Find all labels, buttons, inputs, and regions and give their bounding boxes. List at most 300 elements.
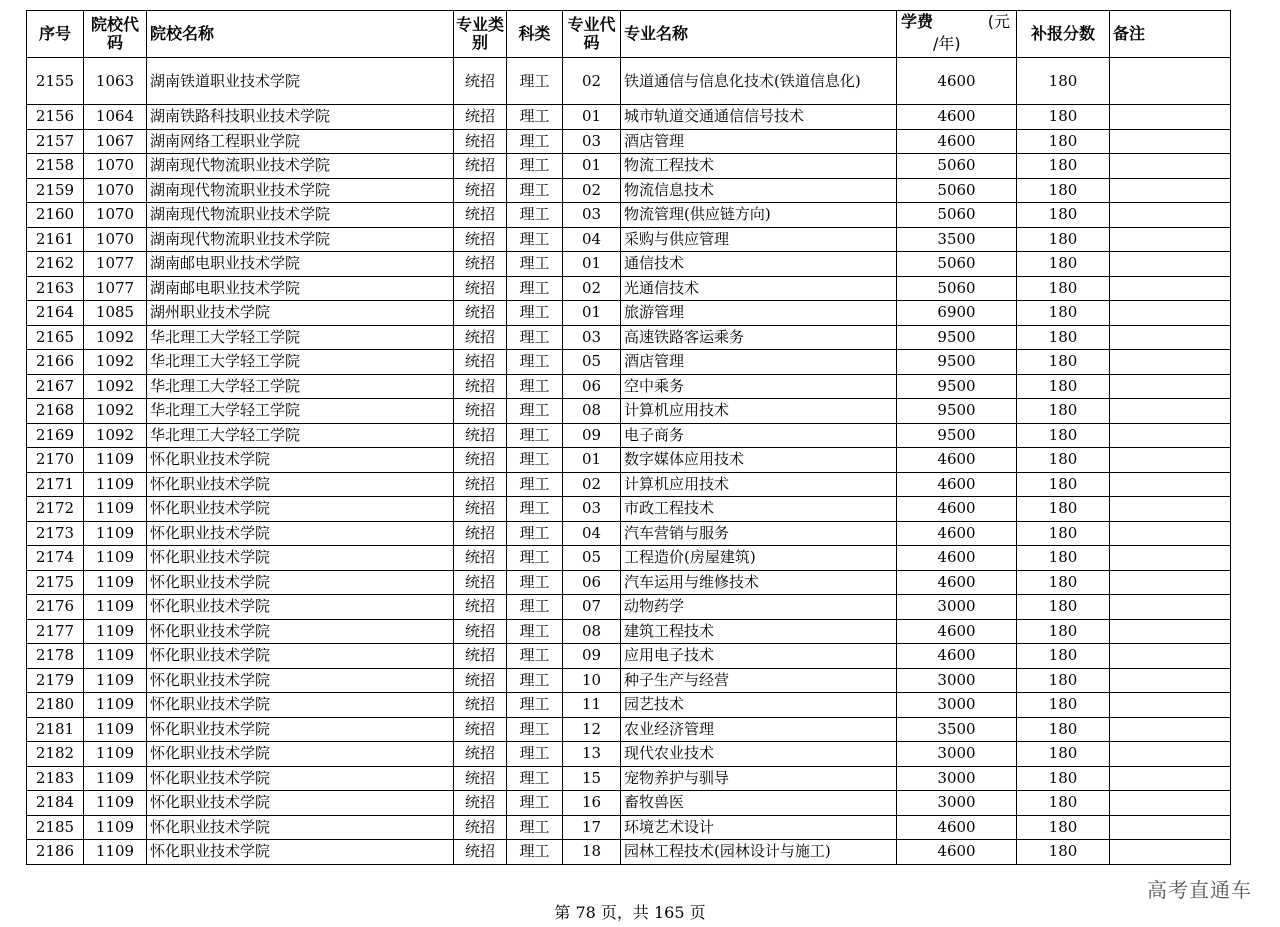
cell-major-type: 统招	[454, 325, 507, 350]
cell-major-name: 物流信息技术	[621, 178, 897, 203]
cell-school-name: 华北理工大学轻工学院	[147, 350, 454, 375]
cell-school-code: 1109	[84, 595, 147, 620]
cell-major-type: 统招	[454, 521, 507, 546]
table-row	[27, 374, 1231, 399]
header-score: 补报分数	[1017, 11, 1110, 58]
cell-school-code: 1064	[84, 105, 147, 130]
cell-major-name: 汽车运用与维修技术	[621, 570, 897, 595]
cell-major-code: 08	[563, 399, 621, 424]
cell-fee: 4600	[897, 472, 1017, 497]
cell-major-code: 11	[563, 693, 621, 718]
cell-score: 180	[1017, 644, 1110, 669]
cell-seq: 2160	[27, 203, 84, 228]
cell-seq: 2164	[27, 301, 84, 326]
cell-major-type: 统招	[454, 668, 507, 693]
table-row	[27, 325, 1231, 350]
cell-major-code: 13	[563, 742, 621, 767]
cell-fee: 4600	[897, 521, 1017, 546]
cell-major-code: 02	[563, 472, 621, 497]
cell-school-name: 华北理工大学轻工学院	[147, 423, 454, 448]
cell-score: 180	[1017, 423, 1110, 448]
cell-school-code: 1092	[84, 399, 147, 424]
cell-fee: 4600	[897, 840, 1017, 865]
cell-school-name: 怀化职业技术学院	[147, 693, 454, 718]
cell-seq: 2183	[27, 766, 84, 791]
cell-score: 180	[1017, 766, 1110, 791]
table-row	[27, 252, 1231, 277]
cell-category: 理工	[507, 595, 563, 620]
table-row	[27, 178, 1231, 203]
cell-major-name: 园林工程技术(园林设计与施工)	[621, 840, 897, 865]
table-row	[27, 105, 1231, 130]
cell-major-name: 建筑工程技术	[621, 619, 897, 644]
header-major-name: 专业名称	[621, 11, 897, 58]
cell-school-code: 1109	[84, 766, 147, 791]
cell-school-code: 1070	[84, 178, 147, 203]
cell-seq: 2179	[27, 668, 84, 693]
cell-note	[1110, 178, 1231, 203]
cell-score: 180	[1017, 497, 1110, 522]
cell-major-name: 农业经济管理	[621, 717, 897, 742]
cell-score: 180	[1017, 668, 1110, 693]
cell-major-name: 应用电子技术	[621, 644, 897, 669]
cell-fee: 3000	[897, 791, 1017, 816]
cell-school-name: 湖南现代物流职业技术学院	[147, 178, 454, 203]
cell-school-code: 1092	[84, 325, 147, 350]
cell-major-code: 03	[563, 203, 621, 228]
cell-major-code: 04	[563, 227, 621, 252]
cell-seq: 2170	[27, 448, 84, 473]
cell-major-name: 园艺技术	[621, 693, 897, 718]
cell-school-code: 1070	[84, 227, 147, 252]
cell-fee: 6900	[897, 301, 1017, 326]
cell-major-name: 通信技术	[621, 252, 897, 277]
cell-major-name: 计算机应用技术	[621, 472, 897, 497]
cell-school-code: 1109	[84, 717, 147, 742]
cell-category: 理工	[507, 497, 563, 522]
cell-category: 理工	[507, 58, 563, 105]
cell-school-code: 1077	[84, 276, 147, 301]
cell-major-name: 工程造价(房屋建筑)	[621, 546, 897, 571]
cell-seq: 2185	[27, 815, 84, 840]
cell-school-code: 1109	[84, 815, 147, 840]
cell-score: 180	[1017, 350, 1110, 375]
cell-major-type: 统招	[454, 472, 507, 497]
header-school-code: 院校代码	[84, 11, 147, 58]
table-row	[27, 203, 1231, 228]
cell-school-name: 怀化职业技术学院	[147, 815, 454, 840]
cell-score: 180	[1017, 815, 1110, 840]
cell-school-code: 1109	[84, 619, 147, 644]
cell-school-code: 1109	[84, 472, 147, 497]
cell-major-type: 统招	[454, 178, 507, 203]
cell-category: 理工	[507, 766, 563, 791]
cell-note	[1110, 644, 1231, 669]
cell-fee: 4600	[897, 58, 1017, 105]
cell-score: 180	[1017, 58, 1110, 105]
cell-category: 理工	[507, 570, 563, 595]
cell-category: 理工	[507, 619, 563, 644]
cell-category: 理工	[507, 227, 563, 252]
table-row	[27, 619, 1231, 644]
cell-fee: 9500	[897, 399, 1017, 424]
cell-score: 180	[1017, 105, 1110, 130]
cell-fee: 4600	[897, 497, 1017, 522]
cell-note	[1110, 374, 1231, 399]
table-row	[27, 791, 1231, 816]
cell-note	[1110, 570, 1231, 595]
cell-fee: 4600	[897, 448, 1017, 473]
cell-major-type: 统招	[454, 546, 507, 571]
cell-major-code: 05	[563, 546, 621, 571]
cell-score: 180	[1017, 472, 1110, 497]
cell-school-code: 1109	[84, 570, 147, 595]
cell-seq: 2176	[27, 595, 84, 620]
cell-score: 180	[1017, 178, 1110, 203]
table-row	[27, 58, 1231, 105]
cell-score: 180	[1017, 227, 1110, 252]
cell-seq: 2181	[27, 717, 84, 742]
cell-seq: 2184	[27, 791, 84, 816]
cell-score: 180	[1017, 619, 1110, 644]
cell-major-name: 现代农业技术	[621, 742, 897, 767]
cell-major-name: 旅游管理	[621, 301, 897, 326]
cell-major-name: 宠物养护与驯导	[621, 766, 897, 791]
cell-note	[1110, 105, 1231, 130]
cell-major-code: 01	[563, 105, 621, 130]
cell-major-code: 06	[563, 374, 621, 399]
cell-fee: 9500	[897, 350, 1017, 375]
cell-major-type: 统招	[454, 399, 507, 424]
cell-fee: 3000	[897, 693, 1017, 718]
cell-score: 180	[1017, 252, 1110, 277]
cell-major-name: 物流管理(供应链方向)	[621, 203, 897, 228]
cell-school-name: 怀化职业技术学院	[147, 766, 454, 791]
table-row	[27, 129, 1231, 154]
cell-seq: 2156	[27, 105, 84, 130]
table-row	[27, 497, 1231, 522]
cell-category: 理工	[507, 276, 563, 301]
cell-major-name: 种子生产与经营	[621, 668, 897, 693]
cell-school-code: 1092	[84, 350, 147, 375]
cell-category: 理工	[507, 791, 563, 816]
cell-major-name: 城市轨道交通通信信号技术	[621, 105, 897, 130]
cell-fee: 3500	[897, 227, 1017, 252]
header-seq: 序号	[27, 11, 84, 58]
cell-fee: 5060	[897, 276, 1017, 301]
cell-school-name: 怀化职业技术学院	[147, 644, 454, 669]
cell-major-code: 02	[563, 276, 621, 301]
cell-school-code: 1109	[84, 693, 147, 718]
cell-major-name: 畜牧兽医	[621, 791, 897, 816]
cell-major-code: 08	[563, 619, 621, 644]
cell-category: 理工	[507, 105, 563, 130]
cell-major-name: 电子商务	[621, 423, 897, 448]
cell-category: 理工	[507, 178, 563, 203]
header-major-type: 专业类别	[454, 11, 507, 58]
table-row	[27, 350, 1231, 375]
cell-major-type: 统招	[454, 252, 507, 277]
cell-category: 理工	[507, 252, 563, 277]
cell-major-type: 统招	[454, 595, 507, 620]
cell-score: 180	[1017, 791, 1110, 816]
cell-seq: 2177	[27, 619, 84, 644]
cell-school-name: 华北理工大学轻工学院	[147, 399, 454, 424]
cell-category: 理工	[507, 129, 563, 154]
cell-major-type: 统招	[454, 350, 507, 375]
cell-school-code: 1092	[84, 374, 147, 399]
cell-note	[1110, 227, 1231, 252]
cell-school-code: 1109	[84, 840, 147, 865]
cell-school-code: 1092	[84, 423, 147, 448]
cell-fee: 3000	[897, 595, 1017, 620]
cell-major-name: 光通信技术	[621, 276, 897, 301]
cell-major-name: 酒店管理	[621, 350, 897, 375]
cell-seq: 2178	[27, 644, 84, 669]
cell-category: 理工	[507, 399, 563, 424]
cell-major-code: 03	[563, 129, 621, 154]
cell-fee: 4600	[897, 105, 1017, 130]
cell-major-code: 12	[563, 717, 621, 742]
cell-school-name: 怀化职业技术学院	[147, 791, 454, 816]
cell-major-name: 铁道通信与信息化技术(铁道信息化)	[621, 58, 897, 105]
cell-note	[1110, 252, 1231, 277]
cell-category: 理工	[507, 693, 563, 718]
cell-major-type: 统招	[454, 374, 507, 399]
header-major-code: 专业代码	[563, 11, 621, 58]
cell-fee: 4600	[897, 129, 1017, 154]
cell-category: 理工	[507, 521, 563, 546]
cell-note	[1110, 497, 1231, 522]
cell-note	[1110, 791, 1231, 816]
cell-major-type: 统招	[454, 693, 507, 718]
cell-major-code: 03	[563, 497, 621, 522]
cell-school-code: 1067	[84, 129, 147, 154]
table-row	[27, 644, 1231, 669]
table-row	[27, 668, 1231, 693]
cell-score: 180	[1017, 717, 1110, 742]
cell-major-type: 统招	[454, 840, 507, 865]
table-row	[27, 693, 1231, 718]
cell-fee: 3000	[897, 668, 1017, 693]
cell-major-type: 统招	[454, 154, 507, 179]
cell-school-code: 1109	[84, 521, 147, 546]
cell-note	[1110, 815, 1231, 840]
table-row	[27, 301, 1231, 326]
cell-seq: 2161	[27, 227, 84, 252]
cell-fee: 9500	[897, 325, 1017, 350]
cell-major-type: 统招	[454, 497, 507, 522]
cell-seq: 2174	[27, 546, 84, 571]
table-row	[27, 423, 1231, 448]
cell-school-name: 湖南邮电职业技术学院	[147, 276, 454, 301]
cell-fee: 9500	[897, 423, 1017, 448]
cell-school-code: 1077	[84, 252, 147, 277]
cell-school-code: 1109	[84, 791, 147, 816]
cell-school-name: 怀化职业技术学院	[147, 840, 454, 865]
cell-school-code: 1109	[84, 668, 147, 693]
cell-fee: 3000	[897, 766, 1017, 791]
cell-school-code: 1109	[84, 497, 147, 522]
cell-major-code: 17	[563, 815, 621, 840]
cell-major-type: 统招	[454, 129, 507, 154]
cell-category: 理工	[507, 423, 563, 448]
cell-fee: 3500	[897, 717, 1017, 742]
cell-school-name: 湖南现代物流职业技术学院	[147, 227, 454, 252]
table-row	[27, 766, 1231, 791]
table-row	[27, 546, 1231, 571]
cell-fee: 3000	[897, 742, 1017, 767]
cell-major-code: 09	[563, 644, 621, 669]
cell-major-code: 02	[563, 58, 621, 105]
header-note: 备注	[1110, 11, 1231, 58]
cell-note	[1110, 595, 1231, 620]
header-fee	[897, 11, 1017, 58]
cell-major-type: 统招	[454, 276, 507, 301]
cell-major-code: 06	[563, 570, 621, 595]
cell-school-name: 华北理工大学轻工学院	[147, 325, 454, 350]
cell-seq: 2157	[27, 129, 84, 154]
cell-score: 180	[1017, 595, 1110, 620]
cell-major-type: 统招	[454, 570, 507, 595]
cell-major-code: 01	[563, 154, 621, 179]
cell-score: 180	[1017, 154, 1110, 179]
cell-note	[1110, 350, 1231, 375]
cell-fee: 4600	[897, 619, 1017, 644]
table-row	[27, 521, 1231, 546]
header-category: 科类	[507, 11, 563, 58]
cell-note	[1110, 325, 1231, 350]
cell-note	[1110, 129, 1231, 154]
cell-category: 理工	[507, 301, 563, 326]
cell-fee: 5060	[897, 178, 1017, 203]
cell-major-type: 统招	[454, 791, 507, 816]
cell-school-name: 湖州职业技术学院	[147, 301, 454, 326]
cell-note	[1110, 619, 1231, 644]
cell-seq: 2162	[27, 252, 84, 277]
cell-seq: 2167	[27, 374, 84, 399]
cell-seq: 2180	[27, 693, 84, 718]
cell-school-code: 1109	[84, 546, 147, 571]
cell-major-name: 计算机应用技术	[621, 399, 897, 424]
cell-major-name: 动物药学	[621, 595, 897, 620]
cell-school-name: 怀化职业技术学院	[147, 668, 454, 693]
cell-fee: 5060	[897, 252, 1017, 277]
cell-score: 180	[1017, 374, 1110, 399]
cell-major-code: 02	[563, 178, 621, 203]
cell-major-type: 统招	[454, 227, 507, 252]
cell-major-name: 酒店管理	[621, 129, 897, 154]
cell-school-name: 怀化职业技术学院	[147, 570, 454, 595]
cell-seq: 2182	[27, 742, 84, 767]
cell-seq: 2173	[27, 521, 84, 546]
cell-school-code: 1109	[84, 742, 147, 767]
cell-major-code: 05	[563, 350, 621, 375]
cell-category: 理工	[507, 644, 563, 669]
cell-note	[1110, 521, 1231, 546]
table-row	[27, 595, 1231, 620]
cell-category: 理工	[507, 350, 563, 375]
page-number: 第 78 页，共 165 页	[554, 903, 706, 922]
cell-school-code: 1085	[84, 301, 147, 326]
cell-note	[1110, 399, 1231, 424]
cell-major-type: 统招	[454, 717, 507, 742]
cell-major-code: 10	[563, 668, 621, 693]
cell-note	[1110, 448, 1231, 473]
cell-seq: 2166	[27, 350, 84, 375]
cell-major-code: 15	[563, 766, 621, 791]
table-row	[27, 448, 1231, 473]
table-row	[27, 399, 1231, 424]
cell-major-type: 统招	[454, 815, 507, 840]
cell-category: 理工	[507, 472, 563, 497]
cell-major-type: 统招	[454, 766, 507, 791]
cell-seq: 2172	[27, 497, 84, 522]
cell-category: 理工	[507, 668, 563, 693]
cell-major-name: 市政工程技术	[621, 497, 897, 522]
cell-fee: 4600	[897, 644, 1017, 669]
cell-score: 180	[1017, 129, 1110, 154]
cell-major-name: 采购与供应管理	[621, 227, 897, 252]
cell-school-name: 湖南邮电职业技术学院	[147, 252, 454, 277]
cell-category: 理工	[507, 203, 563, 228]
cell-school-name: 湖南网络工程职业学院	[147, 129, 454, 154]
cell-major-name: 汽车营销与服务	[621, 521, 897, 546]
cell-major-name: 物流工程技术	[621, 154, 897, 179]
cell-seq: 2168	[27, 399, 84, 424]
cell-school-name: 怀化职业技术学院	[147, 619, 454, 644]
cell-major-type: 统招	[454, 619, 507, 644]
cell-fee: 9500	[897, 374, 1017, 399]
cell-category: 理工	[507, 742, 563, 767]
cell-major-name: 空中乘务	[621, 374, 897, 399]
cell-major-type: 统招	[454, 105, 507, 130]
cell-category: 理工	[507, 448, 563, 473]
cell-school-name: 怀化职业技术学院	[147, 448, 454, 473]
cell-category: 理工	[507, 717, 563, 742]
cell-category: 理工	[507, 840, 563, 865]
table-row	[27, 570, 1231, 595]
cell-major-code: 18	[563, 840, 621, 865]
cell-school-name: 怀化职业技术学院	[147, 546, 454, 571]
cell-seq: 2155	[27, 58, 84, 105]
cell-school-name: 湖南现代物流职业技术学院	[147, 203, 454, 228]
cell-school-name: 湖南铁路科技职业技术学院	[147, 105, 454, 130]
cell-category: 理工	[507, 815, 563, 840]
cell-major-name: 高速铁路客运乘务	[621, 325, 897, 350]
cell-note	[1110, 546, 1231, 571]
cell-score: 180	[1017, 448, 1110, 473]
cell-category: 理工	[507, 374, 563, 399]
header-row	[27, 11, 1231, 58]
table-row	[27, 742, 1231, 767]
cell-major-name: 环境艺术设计	[621, 815, 897, 840]
cell-note	[1110, 58, 1231, 105]
cell-school-code: 1070	[84, 154, 147, 179]
cell-school-name: 怀化职业技术学院	[147, 595, 454, 620]
cell-note	[1110, 276, 1231, 301]
cell-major-code: 07	[563, 595, 621, 620]
cell-category: 理工	[507, 546, 563, 571]
cell-school-name: 怀化职业技术学院	[147, 472, 454, 497]
table-row	[27, 815, 1231, 840]
cell-school-name: 湖南现代物流职业技术学院	[147, 154, 454, 179]
cell-score: 180	[1017, 301, 1110, 326]
cell-major-type: 统招	[454, 423, 507, 448]
cell-score: 180	[1017, 203, 1110, 228]
cell-category: 理工	[507, 325, 563, 350]
cell-major-code: 04	[563, 521, 621, 546]
